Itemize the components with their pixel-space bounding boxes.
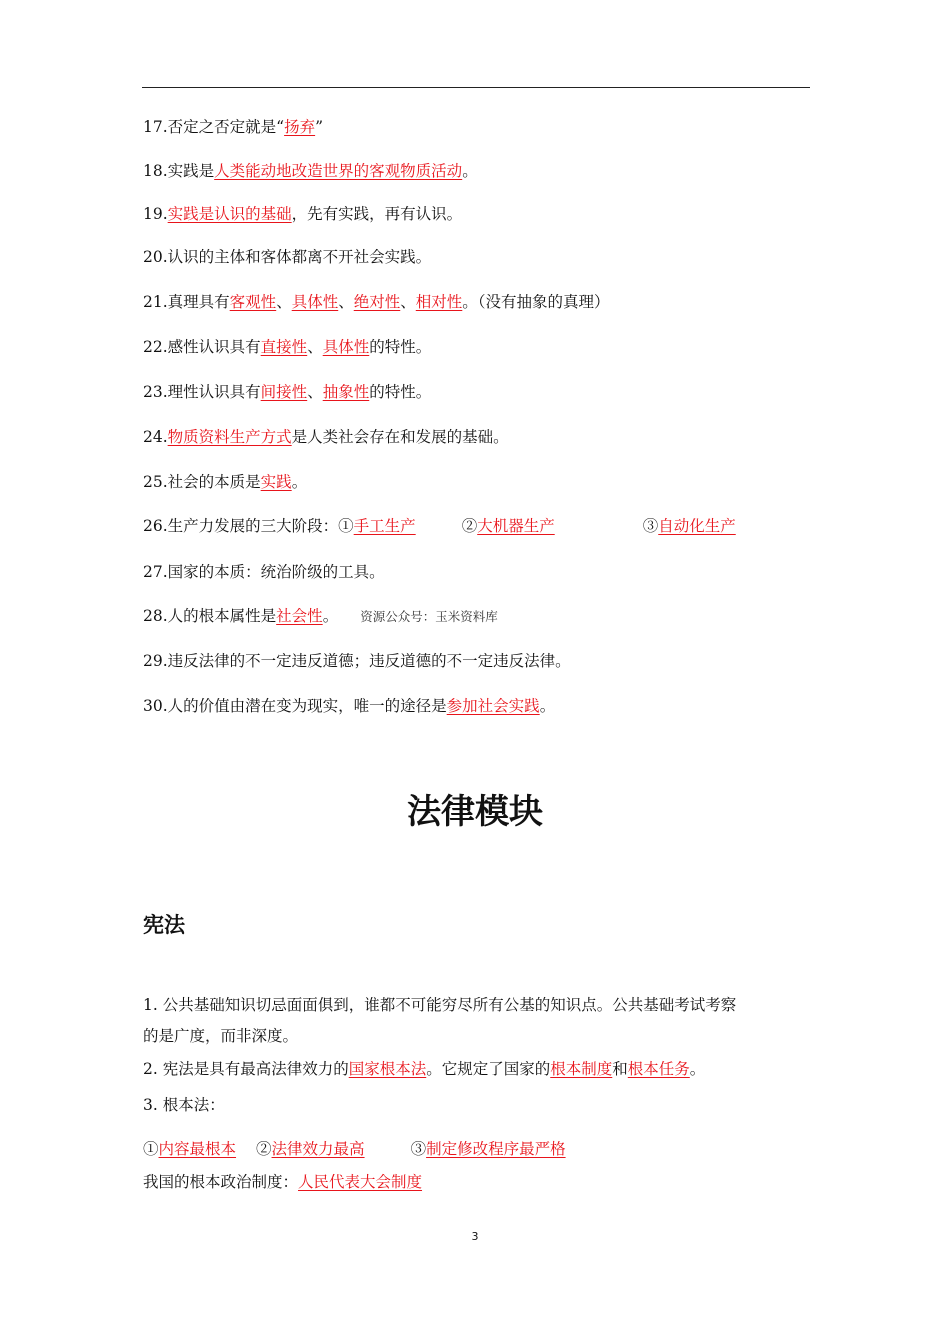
paragraph: 的是广度，而非深度。 [143,1027,299,1045]
answer: 人类能动地改造世界的客观物质活动 [214,162,463,180]
header-rule [142,87,810,88]
answer: 自动化生产 [658,517,736,535]
list-item: 21.真理具有客观性、具体性、绝对性、相对性。（没有抽象的真理） [143,293,610,311]
answer: 绝对性 [353,293,401,311]
answer: 内容最根本 [158,1140,237,1158]
answer: 扬弃 [284,118,316,136]
watermark-text: 资源公众号：玉米资料库 [360,609,498,624]
paragraph: 我国的根本政治制度：人民代表大会制度 [143,1173,423,1191]
paragraph: 3. 根本法： [143,1096,225,1114]
paragraph: 1. 公共基础知识切忌面面俱到，谁都不可能穷尽所有公基的知识点。公共基础考试考察 [143,996,737,1014]
section-title: 宪法 [143,913,185,937]
answer: 根本制度 [550,1060,613,1078]
answer: 物质资料生产方式 [167,428,292,446]
answer: 社会性 [276,607,323,625]
answer: 间接性 [260,383,308,401]
answer: 相对性 [415,293,463,311]
answer: 制定修改程序最严格 [426,1140,566,1158]
answer: 国家根本法 [348,1060,427,1078]
list-item: 28.人的根本属性是社会性。 资源公众号：玉米资料库 [143,607,498,625]
list-item: 29.违反法律的不一定违反道德；违反道德的不一定违反法律。 [143,652,571,670]
module-title: 法律模块 [407,792,543,832]
list-item: 24.物质资料生产方式是人类社会存在和发展的基础。 [143,428,509,446]
list-item: 23.理性认识具有间接性、抽象性的特性。 [143,383,432,401]
page-number: 3 [471,1230,479,1243]
list-item: 22.感性认识具有直接性、具体性的特性。 [143,338,432,356]
answer: 人民代表大会制度 [298,1173,423,1191]
answer: 抽象性 [322,383,370,401]
answer: 手工生产 [353,517,416,535]
list-item: 19.实践是认识的基础，先有实践，再有认识。 [143,205,463,223]
list-item: 27.国家的本质：统治阶级的工具。 [143,563,385,581]
answer: 具体性 [322,338,370,356]
answer: 参加社会实践 [446,697,540,715]
list-item: 25.社会的本质是实践。 [143,473,308,491]
answer: 直接性 [260,338,308,356]
answer: 根本任务 [627,1060,690,1078]
list-item: 17.否定之否定就是“扬弃” [143,118,324,136]
answer: 实践是认识的基础 [167,205,292,223]
list-item: 26.生产力发展的三大阶段：①手工生产 ②大机器生产 ③自动化生产 [143,517,736,535]
answer: 客观性 [229,293,277,311]
answer: 具体性 [291,293,339,311]
list-item: 30.人的价值由潜在变为现实，唯一的途径是参加社会实践。 [143,697,556,715]
answer: 实践 [260,473,292,491]
paragraph: ①内容最根本 ②法律效力最高 ③制定修改程序最严格 [143,1140,566,1158]
list-item: 20.认识的主体和客体都离不开社会实践。 [143,248,432,266]
answer: 大机器生产 [477,517,555,535]
paragraph: 2. 宪法是具有最高法律效力的国家根本法。它规定了国家的根本制度和根本任务。 [143,1060,706,1078]
list-item: 18.实践是人类能动地改造世界的客观物质活动。 [143,162,478,180]
answer: 法律效力最高 [271,1140,365,1158]
